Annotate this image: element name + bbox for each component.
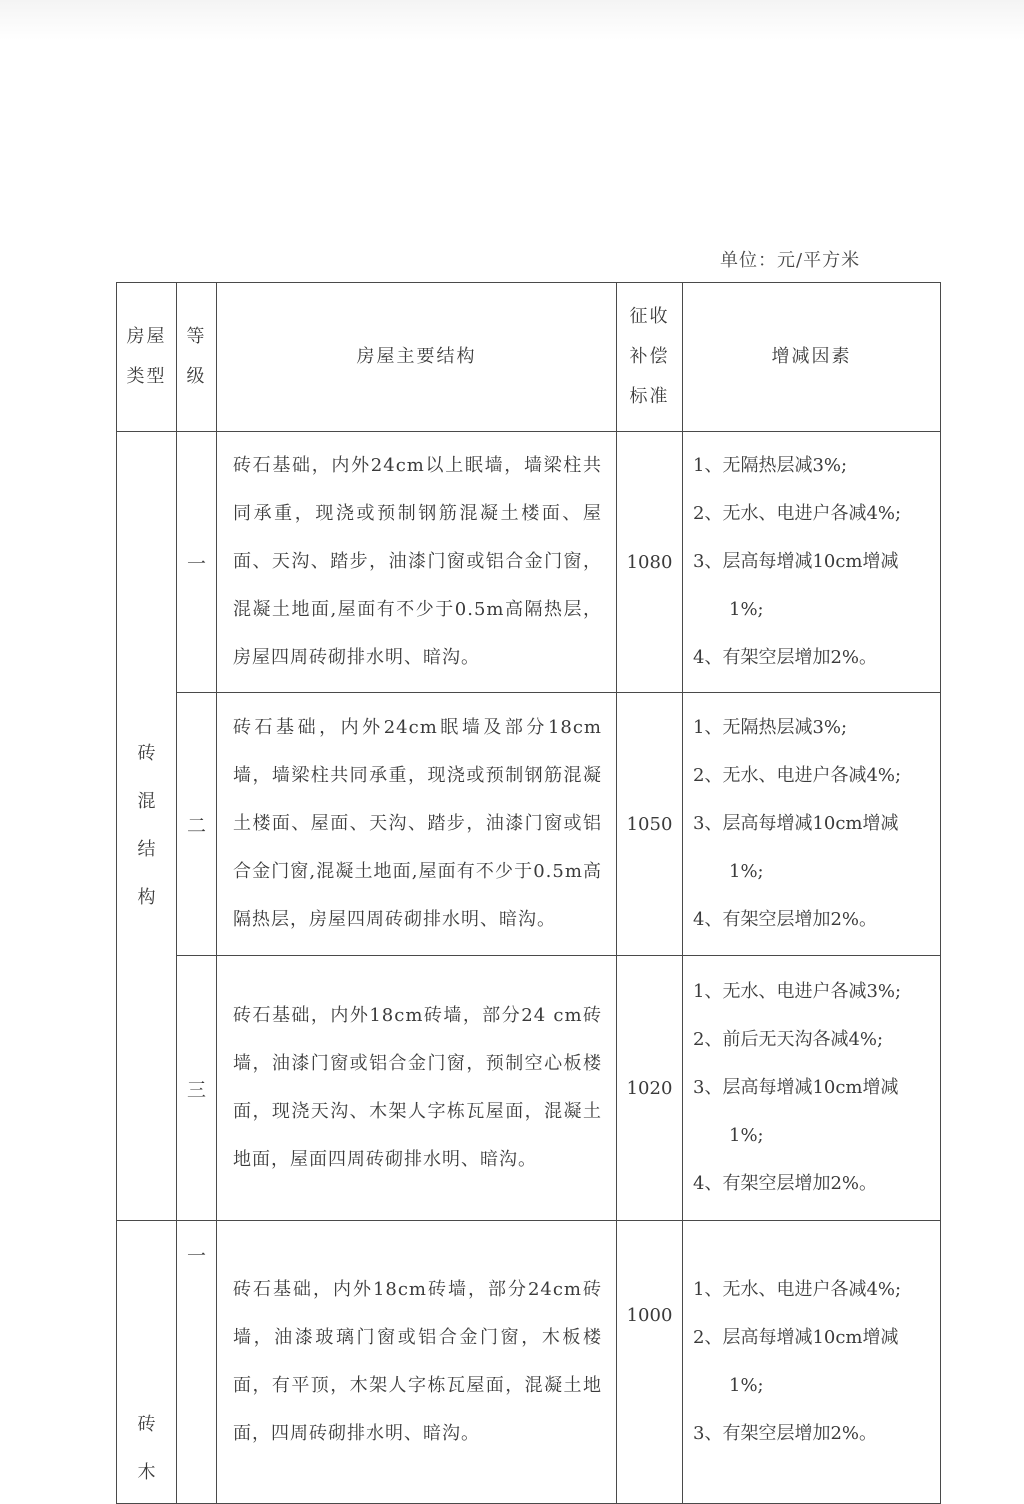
scan-shadow	[0, 0, 1024, 40]
factor-item: 3、有架空层增加2%。	[693, 1423, 878, 1444]
factor-item: 1、无隔热层减3%;	[693, 717, 848, 738]
standard-cell: 1050	[617, 693, 683, 956]
header-type	[117, 283, 177, 432]
grade-cell: 二	[177, 693, 217, 956]
header-standard	[617, 283, 683, 432]
factor-item: 4、有架空层增加2%。	[693, 909, 878, 930]
factor-item: 4、有架空层增加2%。	[693, 647, 878, 668]
factor-item: 3、层高每增减10cm增减	[693, 551, 899, 572]
compensation-table	[116, 282, 941, 1504]
factor-item: 1、无水、电进户各减3%;	[693, 981, 902, 1002]
table-row	[117, 693, 941, 956]
header-grade-line: 等	[186, 326, 207, 347]
header-type-line: 房屋	[126, 326, 167, 347]
structure-cell: 砖石基础，内外18cm砖墙，部分24cm砖墙，油漆玻璃门窗或铝合金门窗，木板楼面，有平顶，木架人字栋瓦屋面，混凝土地面，四周砖砌排水明、暗沟。	[217, 1221, 617, 1504]
factors-cell	[683, 693, 941, 956]
header-structure: 房屋主要结构	[217, 283, 617, 432]
type-char: 构	[137, 887, 156, 908]
type-char: 砖	[137, 1414, 156, 1435]
header-factors: 增减因素	[683, 283, 941, 432]
header-standard-line: 补偿	[629, 346, 670, 367]
type-cell-brick-concrete	[117, 432, 177, 1221]
structure-cell: 砖石基础，内外24cm以上眠墙，墙梁柱共同承重，现浇或预制钢筋混凝土楼面、屋面、天沟、踏步，油漆门窗或铝合金门窗，混凝土地面,屋面有不少于0.5m高隔热层，房屋四周砖砌排水明、暗沟。	[217, 432, 617, 693]
factor-item: 1、无隔热层减3%;	[693, 455, 848, 476]
structure-cell: 砖石基础，内外18cm砖墙，部分24 cm砖墙，油漆门窗或铝合金门窗，预制空心板楼面，现浇天沟、木架人字栋瓦屋面，混凝土地面，屋面四周砖砌排水明、暗沟。	[217, 956, 617, 1221]
table-row	[117, 432, 941, 693]
grade-cell: 一	[177, 1221, 217, 1504]
factor-item: 1%;	[729, 599, 764, 620]
standard-cell: 1000	[617, 1221, 683, 1504]
type-char: 木	[137, 1462, 156, 1483]
structure-cell: 砖石基础，内外24cm眠墙及部分18cm墙，墙梁柱共同承重，现浇或预制钢筋混凝土楼面、屋面、天沟、踏步，油漆门窗或铝合金门窗,混凝土地面,屋面有不少于0.5m高隔热层，房屋四周砖砌排水明、暗沟。	[217, 693, 617, 956]
header-standard-line: 征收	[629, 306, 670, 327]
header-standard-line: 标准	[629, 386, 670, 407]
header-type-line: 类型	[126, 366, 167, 387]
factor-item: 1、无水、电进户各减4%;	[693, 1279, 902, 1300]
table-header-row	[117, 283, 941, 432]
factor-item: 2、无水、电进户各减4%;	[693, 503, 902, 524]
factors-cell	[683, 956, 941, 1221]
header-grade-line: 级	[186, 366, 207, 387]
factors-cell	[683, 432, 941, 693]
unit-label: 单位：元/平方米	[720, 250, 861, 271]
table-row	[117, 1221, 941, 1504]
factor-item: 3、层高每增减10cm增减	[693, 813, 899, 834]
factor-item: 4、有架空层增加2%。	[693, 1173, 878, 1194]
standard-cell: 1020	[617, 956, 683, 1221]
factor-item: 1%;	[729, 1375, 764, 1396]
type-cell-brick-wood	[117, 1221, 177, 1504]
header-grade	[177, 283, 217, 432]
factor-item: 1%;	[729, 861, 764, 882]
factor-item: 2、层高每增减10cm增减	[693, 1327, 899, 1348]
factor-item: 2、前后无天沟各减4%;	[693, 1029, 884, 1050]
table-row	[117, 956, 941, 1221]
type-char: 砖	[137, 743, 156, 764]
type-char: 混	[137, 791, 156, 812]
factors-cell	[683, 1221, 941, 1504]
type-char: 结	[137, 839, 156, 860]
factor-item: 2、无水、电进户各减4%;	[693, 765, 902, 786]
grade-cell: 三	[177, 956, 217, 1221]
grade-cell: 一	[177, 432, 217, 693]
factor-item: 3、层高每增减10cm增减	[693, 1077, 899, 1098]
factor-item: 1%;	[729, 1125, 764, 1146]
standard-cell: 1080	[617, 432, 683, 693]
